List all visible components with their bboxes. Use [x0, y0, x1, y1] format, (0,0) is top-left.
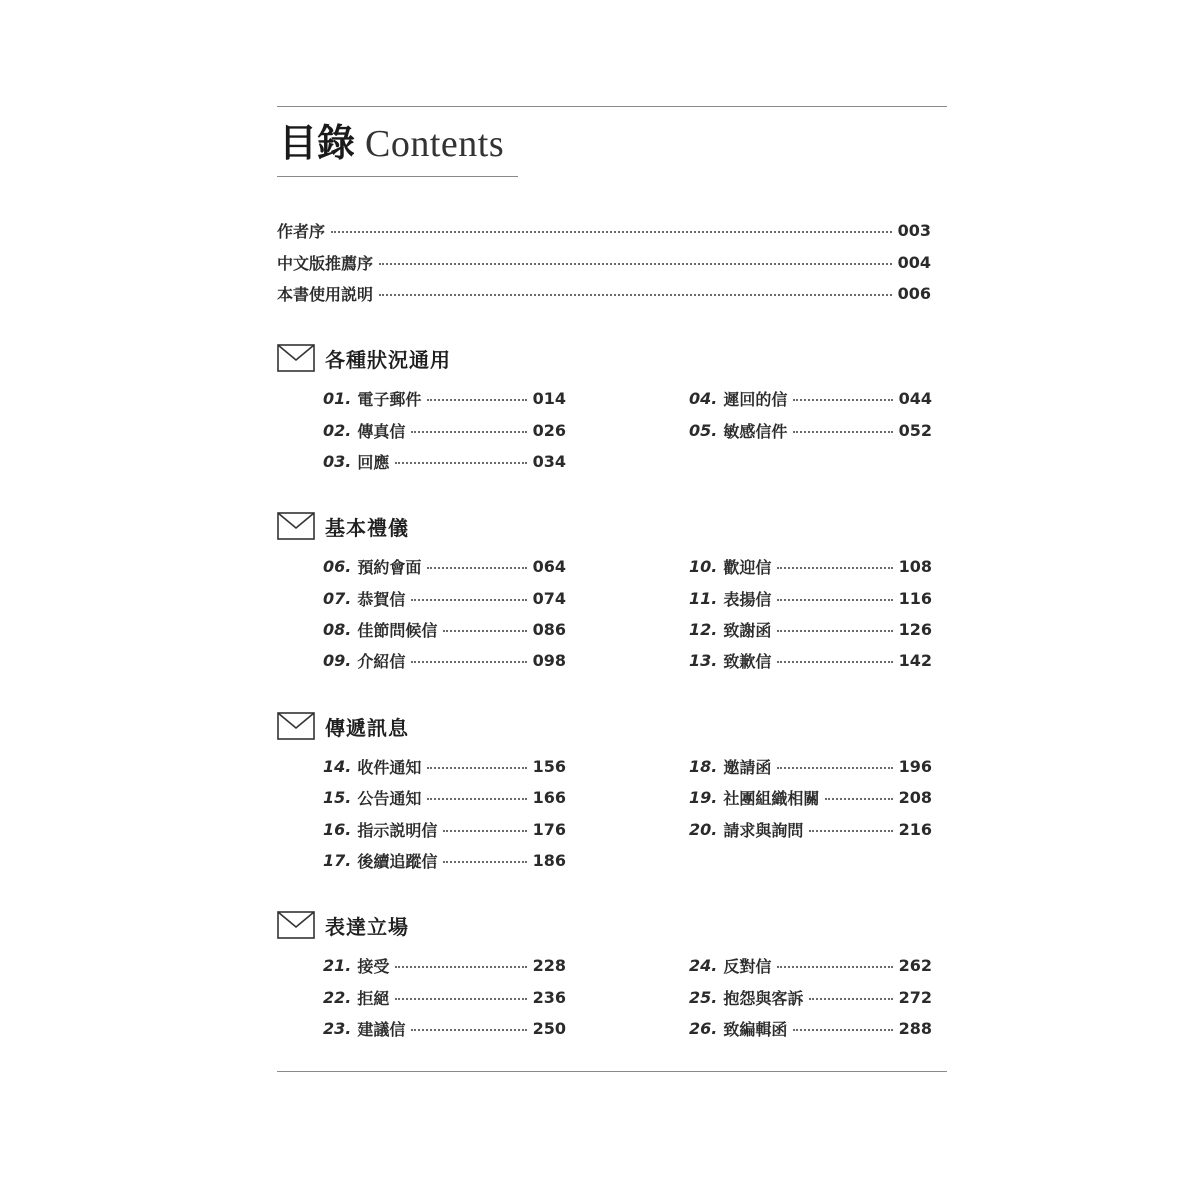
toc-entry-08[interactable] [323, 617, 566, 641]
entry-page: 236 [532, 987, 566, 1007]
entry-page: 004 [897, 252, 931, 272]
toc-entry-05[interactable] [689, 418, 932, 442]
entry-page: 186 [532, 850, 566, 870]
entry-label: 傳真信 [357, 421, 406, 441]
entry-label: 收件通知 [357, 757, 422, 777]
page-title [279, 112, 504, 172]
toc-entry-16[interactable] [323, 817, 566, 841]
dot-leader [395, 998, 526, 1000]
entry-label: 作者序 [277, 221, 326, 241]
entry-number: 02. [323, 420, 352, 440]
toc-entry-22[interactable] [323, 985, 566, 1009]
entry-number: 16. [323, 819, 352, 839]
entry-page: 262 [898, 955, 932, 975]
dot-leader [777, 966, 892, 968]
title-underline [277, 176, 518, 177]
dot-leader [379, 263, 892, 265]
entry-page: 272 [898, 987, 932, 1007]
entry-label: 中文版推薦序 [277, 253, 374, 273]
entry-label: 社團組織相關 [723, 788, 820, 808]
dot-leader [793, 1029, 892, 1031]
dot-leader [427, 767, 526, 769]
dot-leader [777, 567, 892, 569]
section-heading-4 [277, 910, 409, 940]
entry-page: 196 [898, 756, 932, 776]
dot-leader [777, 630, 892, 632]
entry-label: 介紹信 [357, 651, 406, 671]
entry-label: 致歉信 [723, 651, 772, 671]
toc-entry-14[interactable] [323, 754, 566, 778]
toc-entry-10[interactable] [689, 554, 932, 578]
entry-number: 19. [689, 787, 718, 807]
dot-leader [411, 431, 526, 433]
entry-number: 14. [323, 756, 352, 776]
toc-entry-09[interactable] [323, 648, 566, 672]
entry-number: 20. [689, 819, 718, 839]
entry-label: 遲回的信 [723, 389, 788, 409]
dot-leader [809, 830, 892, 832]
toc-entry-12[interactable] [689, 617, 932, 641]
entry-number: 26. [689, 1018, 718, 1038]
section-heading-1 [277, 343, 451, 373]
dot-leader [443, 830, 526, 832]
dot-leader [427, 567, 526, 569]
entry-label: 電子郵件 [357, 389, 422, 409]
section-title: 基本禮儀 [325, 515, 409, 540]
entry-label: 致編輯函 [723, 1019, 788, 1039]
entry-label: 抱怨與客訴 [723, 988, 804, 1008]
dot-leader [825, 798, 892, 800]
entry-label: 拒絕 [357, 988, 390, 1008]
entry-label: 佳節問候信 [357, 620, 438, 640]
entry-label: 指示説明信 [357, 820, 438, 840]
entry-label: 反對信 [723, 956, 772, 976]
entry-label: 回應 [357, 452, 390, 472]
toc-entry-15[interactable] [323, 785, 566, 809]
toc-entry-19[interactable] [689, 785, 932, 809]
dot-leader [777, 767, 892, 769]
toc-entry-04[interactable] [689, 386, 932, 410]
toc-entry-21[interactable] [323, 953, 566, 977]
entry-number: 05. [689, 420, 718, 440]
entry-number: 18. [689, 756, 718, 776]
entry-page: 250 [532, 1018, 566, 1038]
section-heading-2 [277, 511, 409, 541]
entry-label: 預約會面 [357, 557, 422, 577]
dot-leader [793, 431, 892, 433]
top-rule [277, 106, 947, 107]
entry-label: 恭賀信 [357, 589, 406, 609]
section-title: 表達立場 [325, 914, 409, 939]
dot-leader [331, 231, 892, 233]
dot-leader [427, 399, 526, 401]
entry-number: 17. [323, 850, 352, 870]
section-title: 各種狀況通用 [325, 347, 451, 372]
section-title: 傳遞訊息 [325, 715, 409, 740]
entry-page: 288 [898, 1018, 932, 1038]
title-english: Contents [365, 123, 505, 165]
toc-entry-front-2[interactable] [277, 250, 931, 274]
entry-number: 13. [689, 650, 718, 670]
entry-number: 12. [689, 619, 718, 639]
entry-page: 228 [532, 955, 566, 975]
entry-page: 142 [898, 650, 932, 670]
toc-entry-20[interactable] [689, 817, 932, 841]
bottom-rule [277, 1071, 947, 1072]
entry-page: 014 [532, 388, 566, 408]
entry-label: 表揚信 [723, 589, 772, 609]
toc-entry-23[interactable] [323, 1016, 566, 1040]
entry-page: 086 [532, 619, 566, 639]
entry-label: 請求與詢問 [723, 820, 804, 840]
toc-entry-17[interactable] [323, 848, 566, 872]
entry-label: 公告通知 [357, 788, 422, 808]
entry-page: 098 [532, 650, 566, 670]
entry-label: 邀請函 [723, 757, 772, 777]
entry-page: 216 [898, 819, 932, 839]
entry-page: 064 [532, 556, 566, 576]
entry-label: 敏感信件 [723, 421, 788, 441]
entry-number: 21. [323, 955, 352, 975]
entry-page: 126 [898, 619, 932, 639]
toc-entry-11[interactable] [689, 586, 932, 610]
entry-number: 23. [323, 1018, 352, 1038]
toc-entry-front-3[interactable] [277, 281, 931, 305]
entry-page: 116 [898, 588, 932, 608]
toc-entry-26[interactable] [689, 1016, 932, 1040]
toc-entry-03[interactable] [323, 449, 566, 473]
entry-number: 06. [323, 556, 352, 576]
entry-label: 後續追蹤信 [357, 851, 438, 871]
entry-number: 08. [323, 619, 352, 639]
entry-number: 10. [689, 556, 718, 576]
entry-label: 歡迎信 [723, 557, 772, 577]
dot-leader [411, 1029, 526, 1031]
toc-entry-02[interactable] [323, 418, 566, 442]
entry-page: 006 [897, 283, 931, 303]
dot-leader [777, 599, 892, 601]
dot-leader [809, 998, 892, 1000]
entry-page: 156 [532, 756, 566, 776]
dot-leader [411, 661, 526, 663]
entry-number: 01. [323, 388, 352, 408]
entry-label: 建議信 [357, 1019, 406, 1039]
entry-page: 034 [532, 451, 566, 471]
dot-leader [443, 630, 526, 632]
toc-entry-front-1[interactable] [277, 218, 931, 242]
entry-number: 11. [689, 588, 718, 608]
dot-leader [427, 798, 526, 800]
dot-leader [777, 661, 892, 663]
envelope-icon [277, 712, 315, 740]
toc-entry-24[interactable] [689, 953, 932, 977]
toc-entry-25[interactable] [689, 985, 932, 1009]
entry-page: 108 [898, 556, 932, 576]
entry-number: 15. [323, 787, 352, 807]
section-heading-3 [277, 711, 409, 741]
entry-label: 接受 [357, 956, 390, 976]
entry-number: 25. [689, 987, 718, 1007]
toc-entry-18[interactable] [689, 754, 932, 778]
entry-page: 208 [898, 787, 932, 807]
dot-leader [793, 399, 892, 401]
entry-number: 09. [323, 650, 352, 670]
entry-number: 07. [323, 588, 352, 608]
dot-leader [395, 966, 526, 968]
entry-page: 026 [532, 420, 566, 440]
toc-entry-01[interactable] [323, 386, 566, 410]
envelope-icon [277, 344, 315, 372]
toc-entry-13[interactable] [689, 648, 932, 672]
dot-leader [395, 462, 526, 464]
entry-page: 044 [898, 388, 932, 408]
entry-number: 24. [689, 955, 718, 975]
entry-number: 04. [689, 388, 718, 408]
entry-label: 本書使用説明 [277, 284, 374, 304]
entry-number: 03. [323, 451, 352, 471]
entry-page: 166 [532, 787, 566, 807]
entry-number: 22. [323, 987, 352, 1007]
dot-leader [379, 294, 892, 296]
toc-entry-07[interactable] [323, 586, 566, 610]
envelope-icon [277, 911, 315, 939]
entry-label: 致謝函 [723, 620, 772, 640]
dot-leader [443, 861, 526, 863]
title-chinese: 目錄 [279, 120, 356, 165]
toc-entry-06[interactable] [323, 554, 566, 578]
entry-page: 176 [532, 819, 566, 839]
entry-page: 074 [532, 588, 566, 608]
entry-page: 003 [897, 220, 931, 240]
entry-page: 052 [898, 420, 932, 440]
dot-leader [411, 599, 526, 601]
envelope-icon [277, 512, 315, 540]
